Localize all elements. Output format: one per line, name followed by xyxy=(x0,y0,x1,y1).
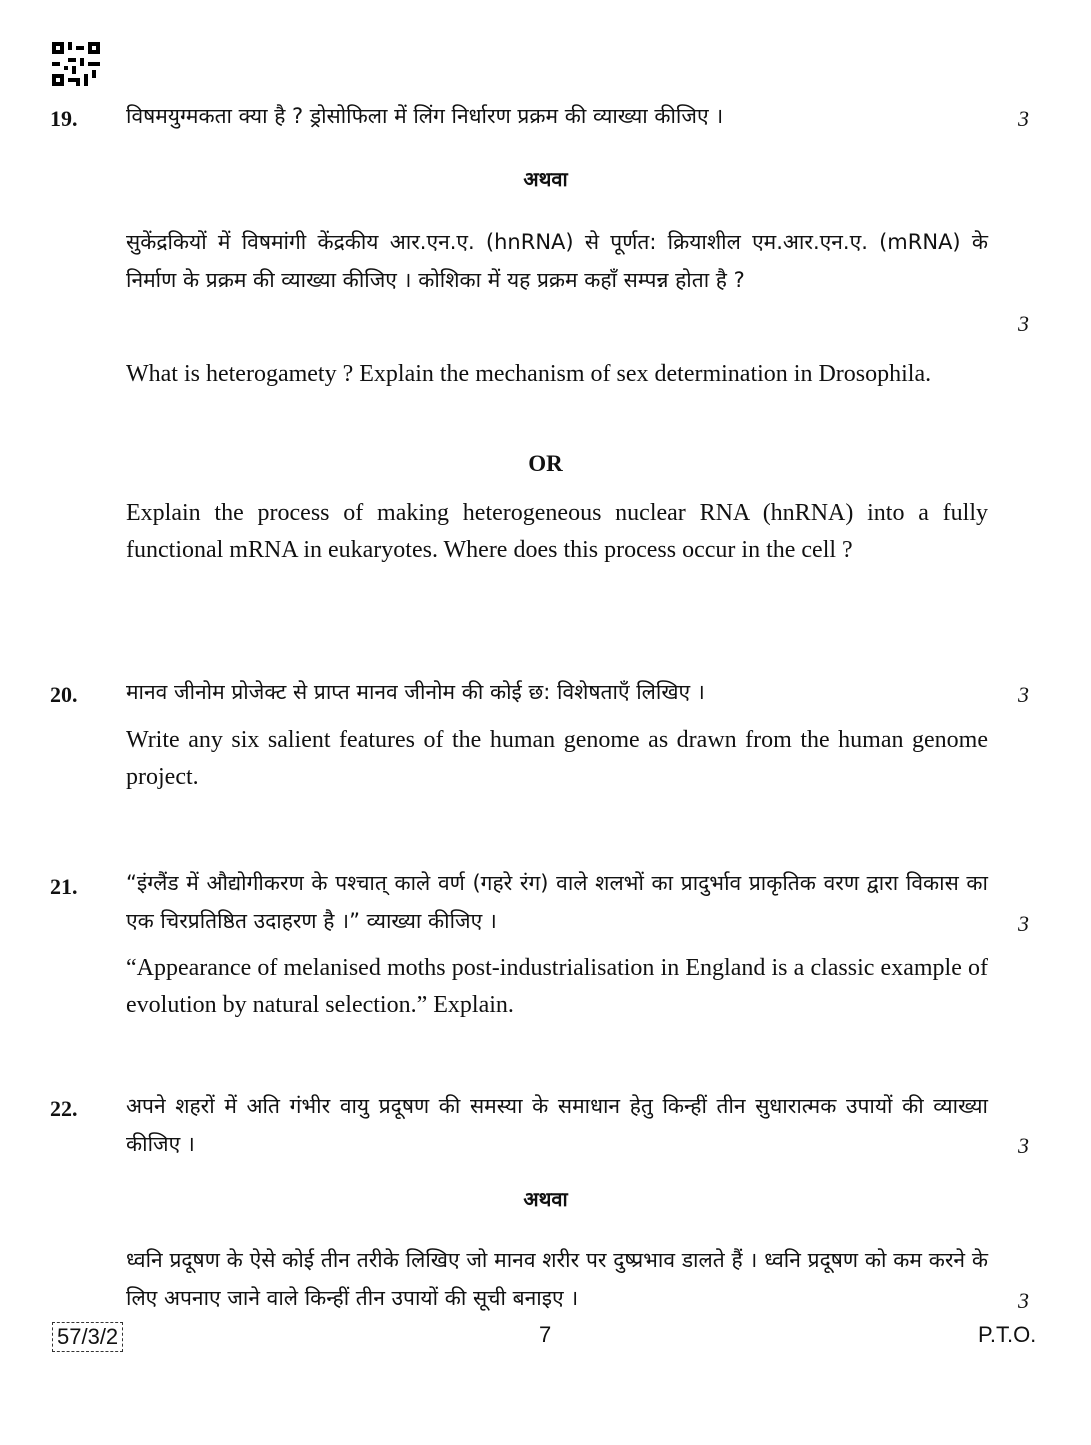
question-number: 21. xyxy=(50,874,78,899)
marks: 3 xyxy=(1018,911,1029,936)
question-alt-text-hindi: ध्वनि प्रदूषण के ऐसे कोई तीन तरीके लिखिए जो मानव शरीर पर दुष्प्रभाव डालते हैं । ध्वनि प्रदूषण को कम करने के लिए अपनाए जाने वाले किन्हीं तीन उपायों की सूची बनाइए । xyxy=(126,1248,988,1310)
pto-label: P.T.O. xyxy=(978,1322,1037,1347)
or-separator-hindi: अथवा xyxy=(523,167,568,191)
question-alt-text-english: Explain the process of making heterogeneous nuclear RNA (hnRNA) into a fully functional mRNA in eukaryotes. Where does this process occur in the cell ? xyxy=(126,500,988,563)
marks: 3 xyxy=(1018,1288,1029,1313)
question-number: 20. xyxy=(50,682,78,707)
marks: 3 xyxy=(1018,311,1029,336)
question-text-english: “Appearance of melanised moths post-industrialisation in England is a classic example of evolution by natural selection.” Explain. xyxy=(126,955,988,1018)
page-number: 7 xyxy=(539,1322,552,1347)
qr-code-icon xyxy=(52,42,100,86)
marks: 3 xyxy=(1018,106,1029,131)
question-number: 19. xyxy=(50,106,78,131)
question-number: 22. xyxy=(50,1096,78,1121)
marks: 3 xyxy=(1018,1133,1029,1158)
question-alt-text-hindi: सुकेंद्रकियों में विषमांगी केंद्रकीय आर.एन.ए. (hnRNA) से पूर्णत: क्रियाशील एम.आर.एन.ए. (mRNA) के निर्माण के प्रक्रम की व्याख्या कीजिए । कोशिका में यह प्रक्रम कहाँ सम्पन्न होता है ? xyxy=(126,230,988,292)
or-separator-hindi: अथवा xyxy=(523,1187,568,1211)
question-text-hindi: विषमयुग्मकता क्या है ? ड्रोसोफिला में लिंग निर्धारण प्रक्रम की व्याख्या कीजिए । xyxy=(126,104,724,128)
paper-code: 57/3/2 xyxy=(52,1322,123,1352)
question-text-english-content: What is heterogamety ? Explain the mechanism of sex determination in Drosophila. xyxy=(126,361,932,387)
question-text-english: Write any six salient features of the human genome as drawn from the human genome project. xyxy=(126,727,988,790)
question-text-english xyxy=(126,356,988,393)
question-text-hindi: अपने शहरों में अति गंभीर वायु प्रदूषण की समस्या के समाधान हेतु किन्हीं तीन सुधारात्मक उपायों की व्याख्या कीजिए । xyxy=(126,1094,988,1156)
marks: 3 xyxy=(1018,682,1029,707)
question-text-hindi: मानव जीनोम प्रोजेक्ट से प्राप्त मानव जीनोम की कोई छ: विशेषताएँ लिखिए । xyxy=(126,680,705,704)
or-separator-english: OR xyxy=(528,451,563,476)
question-text-hindi: “इंग्लैंड में औद्योगीकरण के पश्चात् काले वर्ण (गहरे रंग) वाले शलभों का प्रादुर्भाव प्राकृतिक वरण द्वारा विकास का एक चिरप्रतिष्ठित उदाहरण है ।” व्याख्या कीजिए । xyxy=(126,871,988,933)
